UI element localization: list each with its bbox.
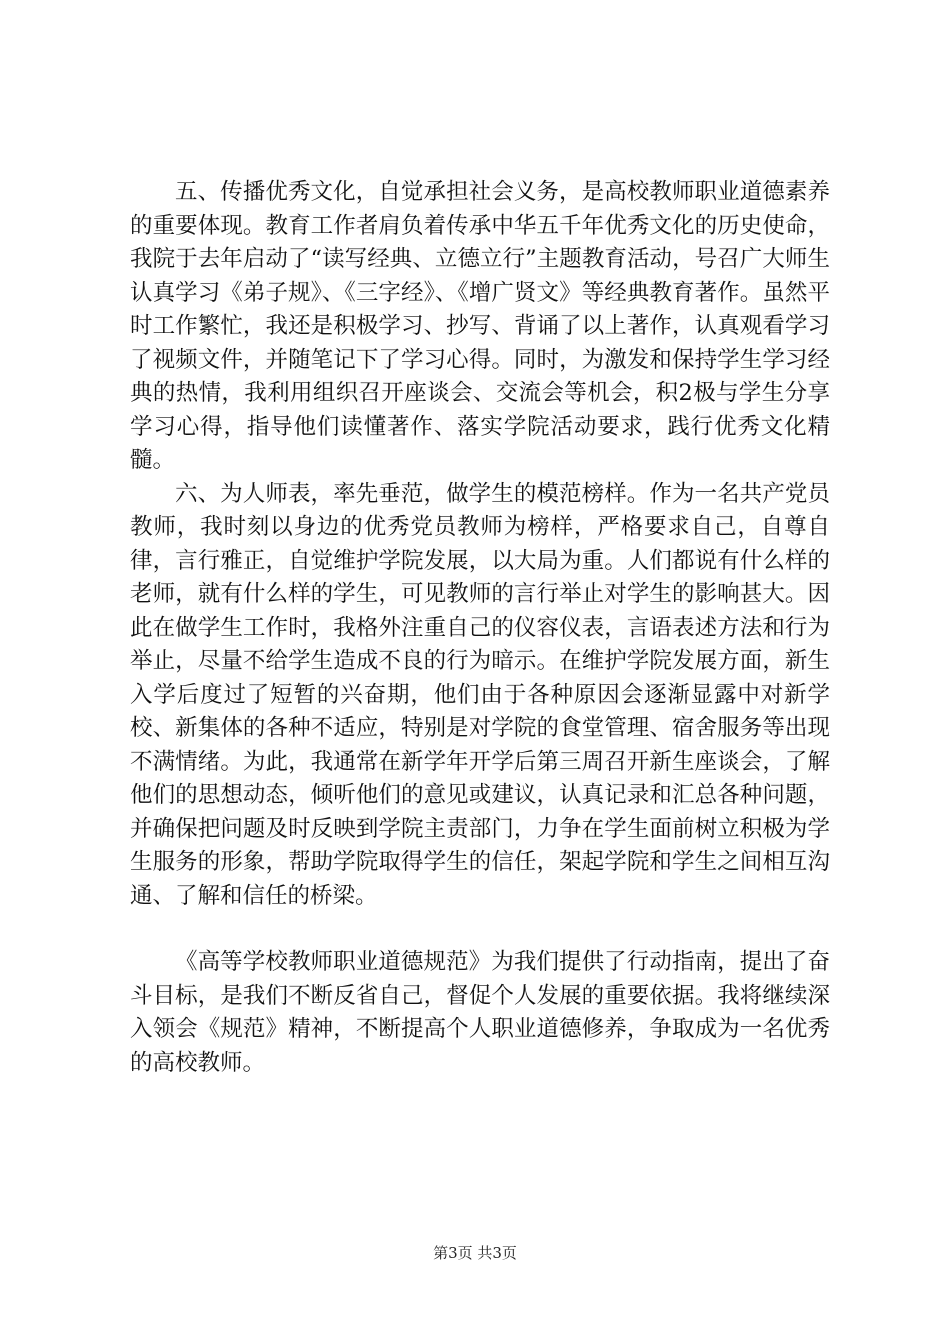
paragraph-section-five: 五、传播优秀文化，自觉承担社会义务，是高校教师职业道德素养的重要体现。教育工作者肩负着传承中华五千年优秀文化的历史使命，我院于去年启动了“读写经典、立德立行”主题教育活动，号召广大师生认真学习《弟子规》、《三字经》、《增广贤文》等经典教育著作。虽然平时工作繁忙，我还是积极学习、抄写、背诵了以上著作，认真观看学习了视频文件，并随笔记下了学习心得。同时，为激发和保持学生学习经典的热情，我利用组织召开座谈会、交流会等机会，积2极与学生分享学习心得，指导他们读懂著作、落实学院活动要求，践行优秀文化精髓。 <box>130 179 830 473</box>
paragraph-conclusion: 《高等学校教师职业道德规范》为我们提供了行动指南，提出了奋斗目标，是我们不断反省自己，督促个人发展的重要依据。我将继续深入领会《规范》精神，不断提高个人职业道德修养，争取成为一名优秀的高校教师。 <box>130 949 830 1076</box>
document-body <box>130 176 830 1080</box>
page-number-footer: 第3页 共3页 <box>433 1244 517 1262</box>
paragraph-section-six: 六、为人师表，率先垂范，做学生的模范榜样。作为一名共产党员教师，我时刻以身边的优秀党员教师为榜样，严格要求自己，自尊自律，言行雅正，自觉维护学院发展，以大局为重。人们都说有什么样的老师，就有什么样的学生，可见教师的言行举止对学生的影响甚大。因此在做学生工作时，我格外注重自己的仪容仪表，言语表述方法和行为举止，尽量不给学生造成不良的行为暗示。在维护学院发展方面，新生入学后度过了短暂的兴奋期，他们由于各种原因会逐渐显露中对新学校、新集体的各种不适应，特别是对学院的食堂管理、宿舍服务等出现不满情绪。为此，我通常在新学年开学后第三周召开新生座谈会，了解他们的思想动态，倾听他们的意见或建议，认真记录和汇总各种问题，并确保把问题及时反映到学院主责部门，力争在学生面前树立积极为学生服务的形象，帮助学院取得学生的信任，架起学院和学生之间相互沟通、了解和信任的桥梁。 <box>130 480 830 909</box>
paragraph-spacer <box>130 913 830 946</box>
